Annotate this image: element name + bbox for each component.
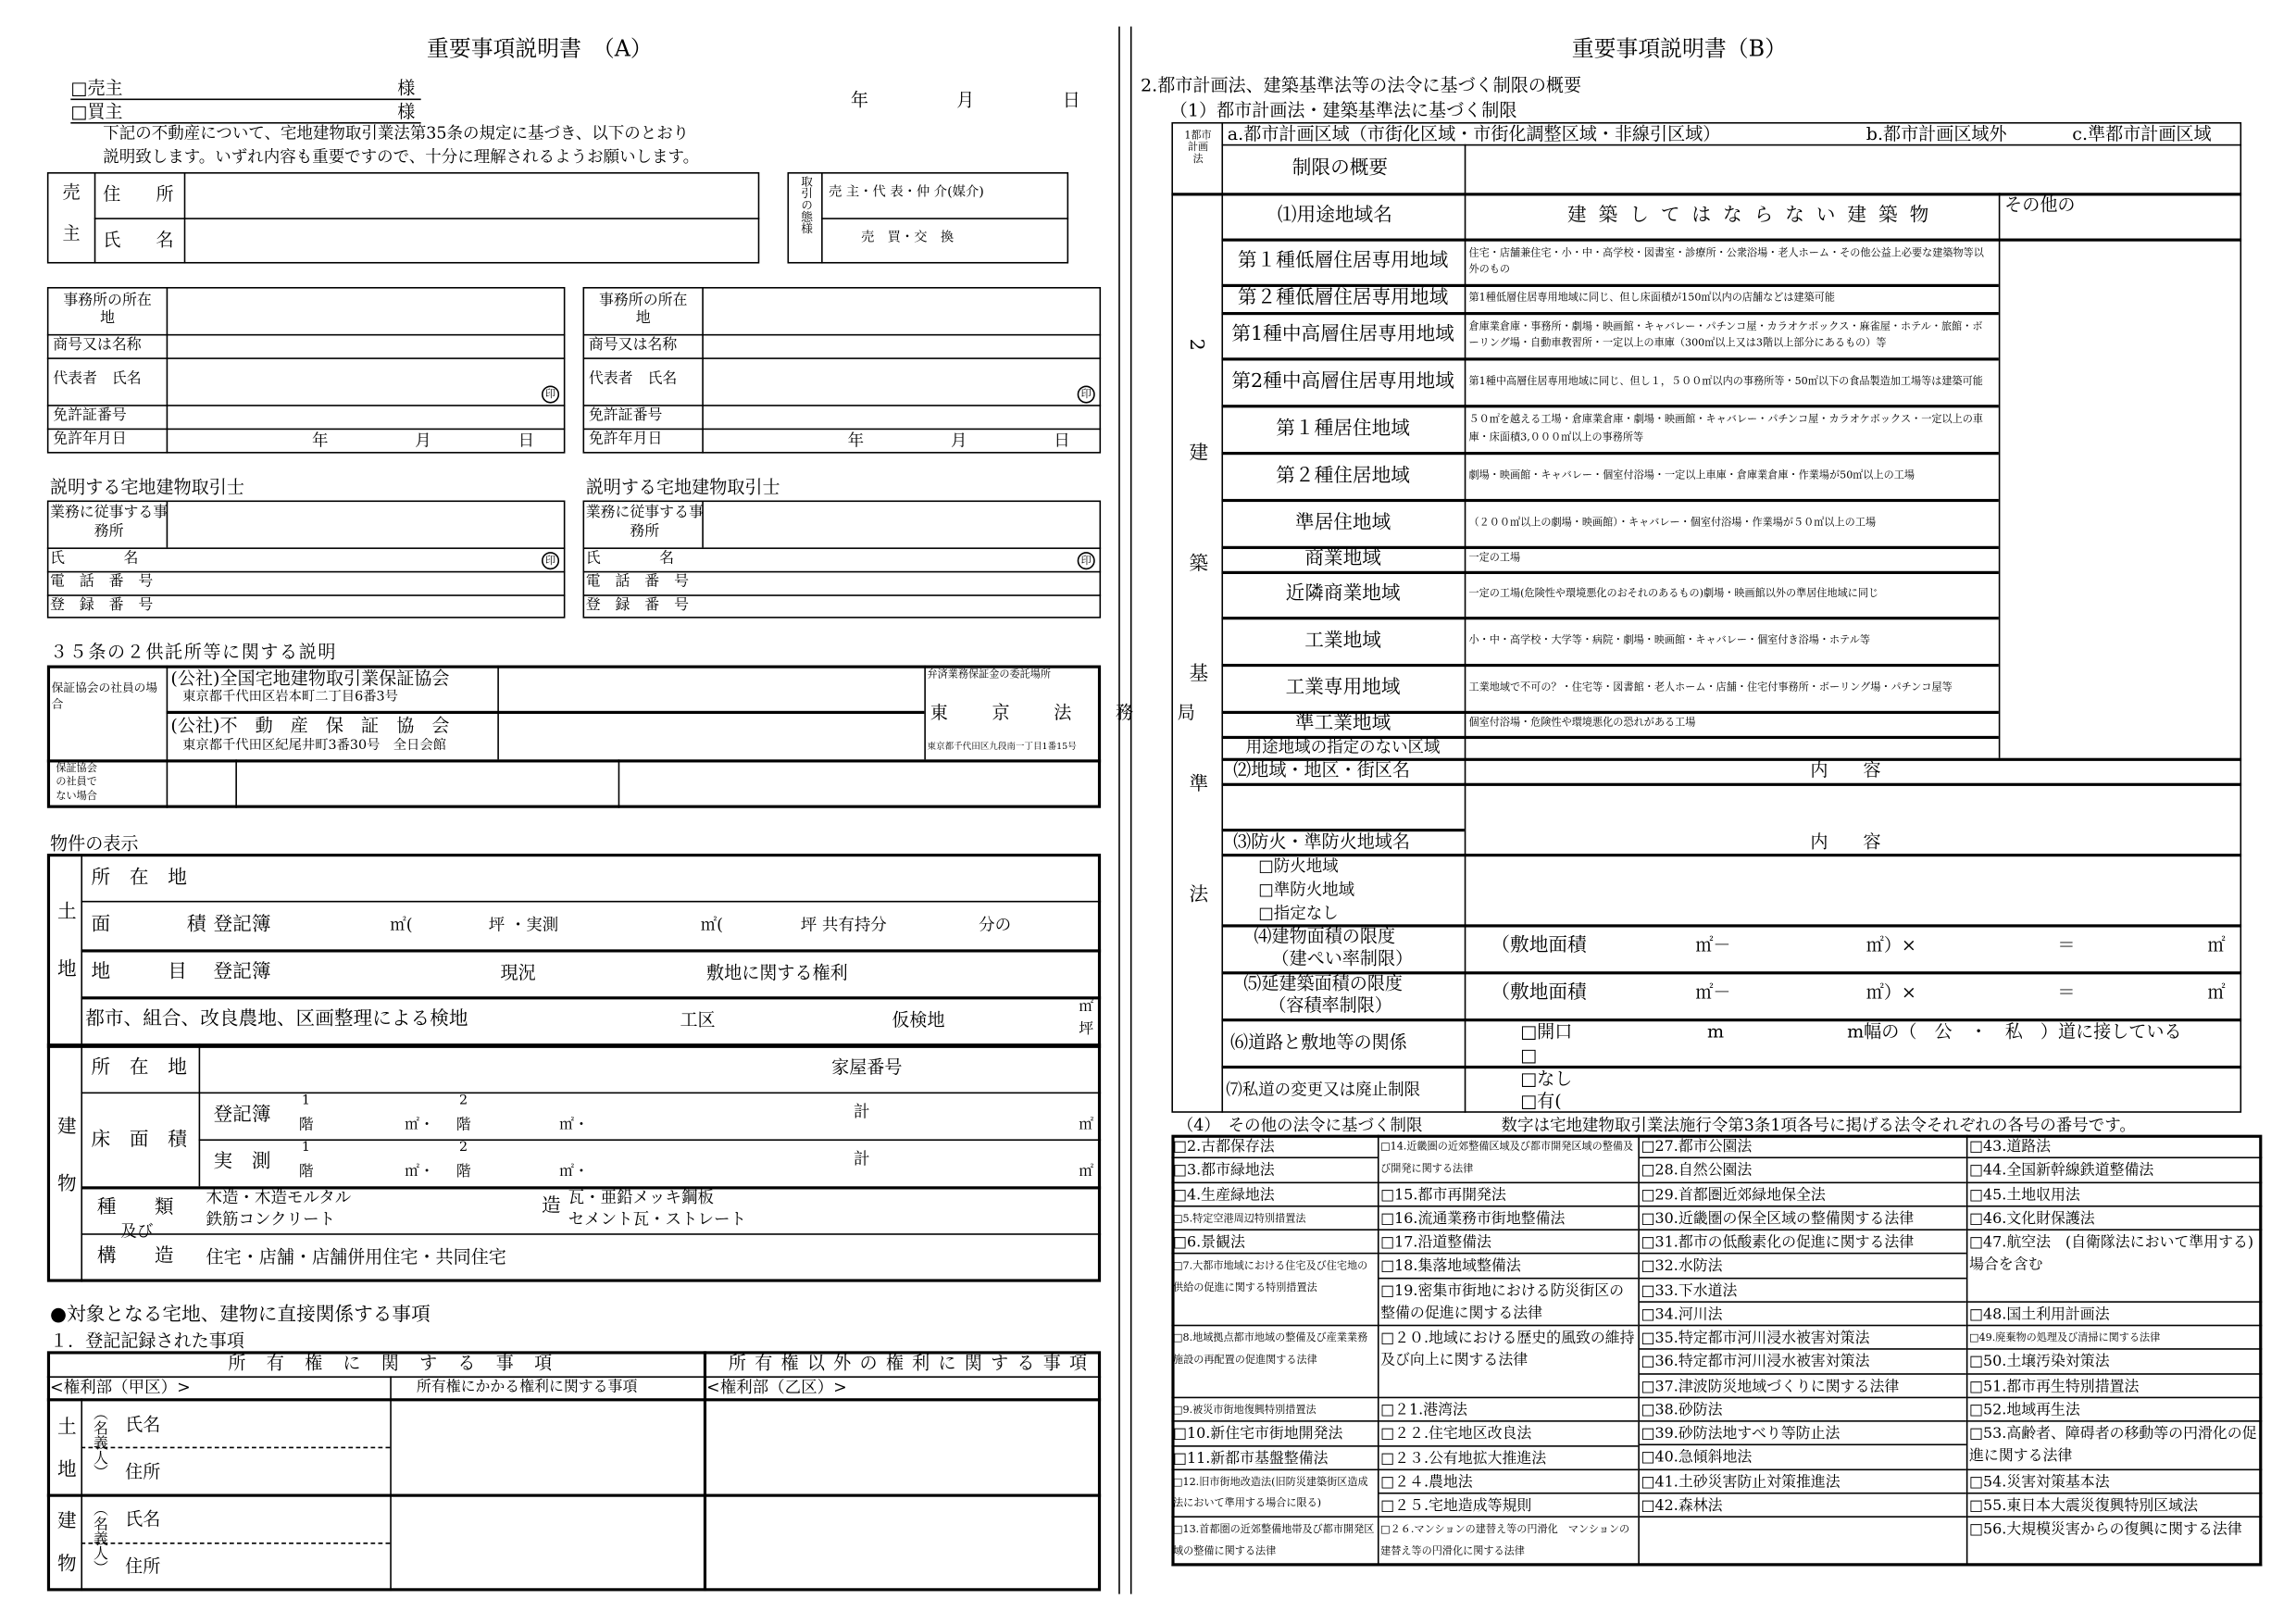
structure-option-2: 鉄筋コンクリート — [206, 1209, 336, 1230]
sqm-unit: ㎡ — [1079, 1117, 1094, 1134]
far-label: ⑸延建築面積の限度 — [1243, 972, 1404, 994]
registry-holder-label: （名義人） — [89, 1501, 106, 1575]
deposit-heading: ３５条の２供託所等に関する説明 — [50, 642, 338, 663]
prohibited-buildings-header: 建 築 し て は な ら な い 建 築 物 — [1567, 204, 1932, 227]
agent-field-label: 業務に従事する事務所 — [585, 505, 704, 540]
floor-1-number: 1 — [301, 1093, 311, 1109]
zone-name: 工業地域 — [1304, 629, 1381, 652]
assoc2-address: 東京都千代田区紀尾井町3番30号 全日会館 — [182, 739, 446, 754]
sqm-unit: ㎡・ — [559, 1117, 589, 1134]
mode-role-options[interactable]: 売 主・代 表・仲 介(媒介) — [829, 185, 984, 201]
land-category-label: 地 目 — [91, 961, 187, 983]
registry-holder-label: （名義人） — [89, 1405, 106, 1480]
law-checkbox-item[interactable]: □46.文化財保護法 — [1967, 1206, 2262, 1230]
law-checkbox-item[interactable]: □２４.農地法 — [1379, 1470, 1639, 1494]
intro-line-1: 下記の不動産について、宅地建物取引業法第35条の規定に基づき、以下のとおり — [103, 123, 690, 144]
district-content-header: 内 容 — [1810, 759, 1881, 781]
private-road-label: ⑺私道の変更又は廃止制限 — [1226, 1080, 1421, 1100]
sqm-unit: ㎡ — [1079, 1164, 1094, 1181]
sqm-unit: ㎡ — [2207, 981, 2226, 1003]
assoc1-name: (公社)全国宅地建物取引業保証協会 — [170, 668, 450, 689]
frontage-unit: m — [1707, 1021, 1725, 1043]
tsubo-unit: 坪 — [1079, 1021, 1094, 1038]
law-checkbox-item[interactable]: □32.水防法 — [1640, 1255, 1966, 1279]
law-checkbox-item[interactable]: □31.都市の低酸素化の促進に関する法律 — [1640, 1230, 1966, 1255]
registry-land-address: 住所 — [125, 1461, 161, 1482]
zone-name: 工業専用地域 — [1285, 676, 1401, 699]
law-checkbox-item[interactable]: □51.都市再生特別措置法 — [1967, 1374, 2262, 1398]
deposit-office-address: 東京都千代田区九段南一丁目1番15号 — [927, 742, 1077, 753]
mode-type-options[interactable]: 売 買・交 換 — [860, 231, 955, 246]
law-checkbox-item[interactable]: □29.首都圏近郊緑地保全法 — [1640, 1182, 1966, 1206]
office-field-label: 代表者 氏名 — [53, 370, 142, 388]
law-checkbox-item[interactable]: □50.土壌汚染対策法 — [1967, 1350, 2262, 1374]
law-checkbox-item[interactable]: □19.密集市街地における防災街区の整備の促進に関する法律 — [1379, 1279, 1639, 1327]
divider — [583, 357, 1102, 359]
registry-subheading: １．登記記録された事項 — [50, 1330, 244, 1352]
law-checkbox-item[interactable]: □２０.地域における歴史的風致の維持及び向上に関する法律 — [1379, 1327, 1639, 1399]
zone-prohibited-text: 一定の工場 — [1468, 552, 1521, 565]
law-checkbox-item[interactable]: □28.自然公園法 — [1640, 1159, 1966, 1183]
party-side-label: 売主 — [60, 182, 81, 266]
zone-name: 準居住地域 — [1294, 511, 1391, 534]
use-options: 住宅・店舗・店舗併用住宅・共同住宅 — [206, 1246, 506, 1268]
ownership-rights-header: 所有権にかかる権利に関する事項 — [416, 1379, 638, 1396]
law-checkbox-item[interactable]: □30.近畿圏の保全区域の整備関する法律 — [1640, 1206, 1966, 1230]
agent-field-label: 業務に従事する事務所 — [50, 505, 168, 540]
coverage-sublabel: （建ぺい率制限） — [1271, 947, 1414, 969]
license-date-d: 日 — [518, 431, 535, 451]
registry-land-label: 土地 — [53, 1416, 76, 1502]
zone-name: 近隣商業地域 — [1285, 582, 1401, 606]
office-field-label: 商号又は名称 — [53, 337, 142, 354]
other-rights-header: 所 有 権 以 外 の 権 利 に 関 す る 事 項 — [728, 1352, 1089, 1374]
divider — [583, 334, 1102, 336]
office-field-label: 免許年月日 — [588, 431, 663, 448]
law-checkbox-item[interactable]: □２３.公有地拡大推進法 — [1379, 1446, 1639, 1470]
divider — [583, 547, 1102, 549]
city-planning-label: 1都市計画法 — [1184, 129, 1212, 166]
other-laws-heading: （4） その他の法令に基づく制限 — [1177, 1115, 1423, 1135]
sqm-unit: ㎡ — [1079, 999, 1094, 1016]
building-label: 建物 — [53, 1115, 76, 1230]
equals: ＝ — [2057, 981, 2076, 1003]
sqm-unit: ㎡( — [390, 915, 413, 935]
law-checkbox-item[interactable]: □16.流通業務市街地整備法 — [1379, 1206, 1639, 1230]
zone-prohibited-text: 第1種中高層住居専用地域に同じ、但し１，５００㎡以内の事務所等・50㎡以下の食品製造加工場等は建築可能 — [1468, 375, 1983, 387]
zone-prohibited-text — [1469, 739, 1993, 756]
floor-2-number: 2 — [458, 1141, 468, 1156]
deposit-office-name: 東 京 法 務 局 — [930, 702, 1209, 723]
category-registry-label: 登記簿 — [213, 961, 271, 983]
law-checkbox-item[interactable]: □52.地域再生法 — [1967, 1398, 2262, 1422]
sqm-minus: ㎡－ — [1695, 934, 1731, 956]
sqm-minus: ㎡－ — [1695, 981, 1731, 1003]
land-registry-label: 登記簿 — [213, 914, 271, 937]
seller-checkbox[interactable]: □売主 — [70, 78, 123, 99]
law-checkbox-item[interactable]: □55.東日本大震災復興特別区域法 — [1967, 1494, 2262, 1518]
registry-heading: ●対象となる宅地、建物に直接関係する事項 — [50, 1304, 430, 1327]
section-b-header: <権利部（乙区）> — [706, 1377, 847, 1397]
zone-prohibited-text: 工業地域で不可の？・住宅等・図書館・老人ホーム・店舗・住宅付事務所・ボーリング場・パチンコ屋等 — [1468, 681, 1953, 693]
registry-building-label: 建物 — [53, 1510, 76, 1596]
area-type-b[interactable]: b.都市計画区域外 — [1866, 123, 2007, 144]
divider — [583, 429, 1102, 431]
law-checkbox-item[interactable]: □36.特定都市河川浸水被害対策法 — [1640, 1350, 1966, 1374]
zone-prohibited-text: ５０㎡を越える工場・倉庫業倉庫・劇場・映画館・キャバレー・パチンコ屋・カラオケボックス・一定以上の車庫・床面積3,０００㎡以上の事務所等 — [1468, 414, 1984, 443]
zone-prohibited-text: 劇場・映画館・キャバレー・個室付浴場・一定以上車庫・倉庫業倉庫・作業場が50㎡以上の工場 — [1468, 468, 1915, 481]
sqm-times: ㎡）× — [1866, 981, 1916, 1003]
house-number-label: 家屋番号 — [831, 1056, 903, 1078]
zone-name: 用途地域の指定のない区域 — [1245, 737, 1441, 757]
divider — [47, 571, 566, 573]
total-label: 計 — [854, 1149, 870, 1169]
intro-line-2: 説明致します。いずれ内容も重要ですので、十分に理解されるようお願いします。 — [103, 146, 700, 167]
law-checkbox-item[interactable]: □２1.港湾法 — [1379, 1398, 1639, 1422]
law-checkbox-item[interactable]: □40.急傾斜地法 — [1640, 1446, 1966, 1470]
zone-name: 第１種低層住居専用地域 — [1237, 250, 1449, 273]
divider — [47, 547, 566, 549]
agent-field-label: 登 録 番 号 — [585, 597, 689, 614]
divider — [47, 357, 566, 359]
law-column — [1171, 1135, 1378, 1567]
law-checkbox-item[interactable]: □33.下水道法 — [1640, 1279, 1966, 1303]
law-checkbox-item[interactable]: □48.国土利用計画法 — [1967, 1303, 2262, 1327]
floor-1-label: 階 — [298, 1164, 314, 1181]
floor-measured-label: 実 測 — [213, 1151, 271, 1173]
agent-field-label: 登 録 番 号 — [50, 597, 154, 614]
site-area-label: （敷地面積 — [1491, 981, 1587, 1005]
seal-icon: 印 — [542, 386, 559, 404]
sqm-times: ㎡）× — [1866, 934, 1916, 956]
divider — [583, 594, 1102, 596]
zone-prohibited-text: 個室付浴場・危険性や環境悪化の恐れがある工場 — [1468, 717, 1696, 730]
section-1-subheading: （1）都市計画法・建築基準法に基づく制限 — [1169, 100, 1517, 121]
no-designation-checkbox[interactable]: □指定なし — [1258, 904, 1339, 923]
divider — [47, 429, 566, 431]
roof-option-1: 瓦・亜鉛メッキ鋼板 — [568, 1187, 715, 1207]
law-checkbox-item[interactable]: □２５.宅地造成等規則 — [1379, 1494, 1639, 1518]
agent-field-label: 電 話 番 号 — [585, 573, 689, 591]
office-field-label: 商号又は名称 — [588, 337, 678, 354]
other-header: その他の — [2004, 194, 2076, 216]
divider — [583, 571, 1102, 573]
license-date-d: 日 — [1054, 431, 1070, 451]
land-location-label: 所 在 地 — [91, 867, 187, 890]
law-checkbox-item[interactable]: □4.生産緑地法 — [1171, 1182, 1378, 1206]
coverage-label: ⑷建物面積の限度 — [1254, 925, 1396, 947]
seal-icon: 印 — [1078, 552, 1095, 569]
floor-1-number: 1 — [301, 1141, 311, 1156]
law-column — [1638, 1135, 1966, 1567]
agent-heading: 説明する宅地建物取引士 — [585, 477, 780, 498]
zone-prohibited-text: 倉庫業倉庫・事務所・劇場・映画館・キャバレー・パチンコ屋・カラオケボックス・麻雀屋・ホテル・旅館・ボーリング場・自動車教習所・一定以上の車庫（300㎡以上又は3階以上部分にあるもの）等 — [1468, 320, 1983, 349]
date-day: 日 — [1062, 89, 1080, 111]
law-checkbox-item[interactable]: □2.古都保存法 — [1171, 1135, 1378, 1159]
law-checkbox-item[interactable]: □9.被災市街地復興特別措置法 — [1171, 1398, 1378, 1422]
frontage-checkbox[interactable]: □開口 — [1520, 1021, 1573, 1043]
law-checkbox-item[interactable]: □47.航空法 (自衛隊法において準用する)場合を含む — [1967, 1230, 2262, 1303]
law-checkbox-item[interactable]: □34.河川法 — [1640, 1303, 1966, 1327]
building-location-label: 所 在 地 — [91, 1056, 187, 1080]
type-label: 種 類 — [96, 1196, 174, 1219]
property-heading: 物件の表示 — [50, 832, 139, 855]
zone-prohibited-text: （２００㎡以上の劇場・映画館）・キャバレー・個室付浴場・作業場が５０㎡以上の工場 — [1468, 516, 1877, 529]
law-checkbox-item[interactable]: □37.津波防災地域づくりに関する法律 — [1640, 1374, 1966, 1398]
zone-name: 商業地域 — [1304, 547, 1381, 570]
transaction-mode-label: 取引の態様 — [800, 175, 814, 234]
fire-zone-checkbox[interactable]: □防火地域 — [1258, 856, 1339, 876]
assoc2-name: (公社)不 動 産 保 証 協 会 — [170, 715, 450, 736]
floor-2-number: 2 — [458, 1093, 468, 1109]
sqm-unit: ㎡( — [700, 915, 724, 935]
agent-field-label: 氏 名 — [50, 550, 139, 568]
zone-prohibited-text: 一定の工場(危険性や環境悪化のおそれのあるもの)劇場・映画館以外の準居住地域に同じ — [1468, 587, 1879, 600]
law-checkbox-item[interactable]: □44.全国新幹線鉄道整備法 — [1967, 1159, 2262, 1183]
law-checkbox-item[interactable]: □7.大都市地域における住宅及び住宅地の供給の促進に関する特別措置法 — [1171, 1255, 1378, 1327]
license-date-y: 年 — [847, 431, 865, 451]
sqm-unit: ㎡・ — [405, 1117, 434, 1134]
office-field-label: 免許証番号 — [588, 407, 663, 424]
law-column — [1378, 1135, 1638, 1567]
law-empty-cell — [1640, 1518, 1966, 1566]
zone-name: 第2種中高層住居専用地域 — [1231, 369, 1454, 393]
buyer-checkbox[interactable]: □買主 — [70, 101, 123, 122]
page-b-title: 重要事項説明書（B） — [1571, 35, 1787, 62]
law-checkbox-item[interactable]: □43.道路法 — [1967, 1135, 2262, 1159]
building-standards-label: 2建築基準法 — [1184, 338, 1207, 994]
agent-field-label: 氏 名 — [585, 550, 675, 568]
zone-name: 第２種住居地域 — [1276, 464, 1410, 487]
law-checkbox-item[interactable]: □6.景観法 — [1171, 1230, 1378, 1255]
party-address-label: 住 所 — [103, 183, 174, 205]
law-checkbox-item[interactable]: □35.特定都市河川浸水被害対策法 — [1640, 1327, 1966, 1351]
page-divider — [1118, 27, 1120, 1594]
sqm-unit: ㎡・ — [559, 1164, 589, 1181]
law-checkbox-item[interactable]: □49.廃棄物の処理及び清掃に関する法律 — [1967, 1327, 2262, 1351]
law-checkbox-item[interactable]: □18.集落地域整備法 — [1379, 1255, 1639, 1279]
fire-content-header: 内 容 — [1810, 831, 1881, 853]
law-checkbox-item[interactable]: □53.高齢者、障碍者の移動等の円滑化の促進に関する法律 — [1967, 1422, 2262, 1470]
law-checkbox-item[interactable]: □17.沿道整備法 — [1379, 1230, 1639, 1255]
far-sublabel: （容積率制限） — [1268, 994, 1392, 1016]
law-checkbox-item[interactable]: □41.土砂災害防止対策推進法 — [1640, 1470, 1966, 1494]
agent-field-label: 電 話 番 号 — [50, 573, 154, 591]
law-checkbox-item[interactable]: □3.都市緑地法 — [1171, 1159, 1378, 1183]
floor-registry-label: 登記簿 — [213, 1104, 271, 1127]
law-checkbox-item[interactable]: □11.新都市基盤整備法 — [1171, 1446, 1378, 1470]
seller-sama: 様 — [397, 78, 416, 99]
license-date-m: 月 — [950, 431, 967, 451]
divider — [47, 594, 566, 596]
land-area-label: 面 積 — [91, 914, 206, 937]
site-right-label: 敷地に関する権利 — [706, 962, 848, 983]
law-checkbox-item[interactable]: □２２.住宅地区改良法 — [1379, 1422, 1639, 1446]
registry-building-name: 氏名 — [125, 1508, 161, 1530]
divider — [47, 405, 566, 406]
section-2-heading: 2.都市計画法、建築基準法等の法令に基づく制限の概要 — [1141, 75, 1582, 96]
zone-name: 第1種中高層住居専用地域 — [1231, 323, 1454, 346]
fire-zone-header: ⑶防火・準防火地域名 — [1233, 831, 1410, 853]
and-label: 及び — [120, 1221, 154, 1242]
seal-icon: 印 — [1078, 386, 1095, 404]
office-field-label: 代表者 氏名 — [588, 370, 678, 388]
zo-label: 造 — [542, 1194, 561, 1218]
page-divider — [1130, 27, 1132, 1594]
equals: ＝ — [2057, 934, 2076, 956]
law-checkbox-item[interactable]: □54.災害対策基本法 — [1967, 1470, 2262, 1494]
page-a-title: 重要事項説明書 （A） — [427, 35, 653, 62]
license-date-m: 月 — [415, 431, 431, 451]
area-type-c[interactable]: c.準都市計画区域 — [2072, 123, 2212, 144]
road-other-checkbox[interactable]: □ — [1520, 1044, 1538, 1066]
sqm-unit: ㎡・ — [405, 1164, 434, 1181]
date-month: 月 — [956, 89, 975, 111]
total-label: 計 — [854, 1102, 870, 1122]
roof-option-2: セメント瓦・ストレート — [568, 1209, 746, 1230]
office-field-label: 事務所の所在地 — [599, 293, 688, 327]
share-label: 坪 共有持分 — [800, 915, 887, 935]
party-name-label: 氏 名 — [103, 229, 174, 251]
buyer-sama: 様 — [397, 101, 416, 122]
registry-land-name: 氏名 — [125, 1414, 161, 1435]
fraction-label: 分の — [979, 915, 1012, 935]
zone-name: 第１種居住地域 — [1276, 417, 1410, 440]
law-checkbox-item[interactable]: □56.大規模災害からの復興に関する法律 — [1967, 1518, 2262, 1566]
zone-name-header: ⑴用途地域名 — [1277, 204, 1392, 227]
law-checkbox-item[interactable]: □14.近畿圏の近郊整備区域及び都市開発区域の整備及び開発に関する法律 — [1379, 1135, 1639, 1183]
date-year: 年 — [850, 89, 868, 111]
floor-1-label: 階 — [298, 1117, 314, 1134]
law-checkbox-item[interactable]: □２６.マンションの建替え等の円滑化 マンションの建替え等の円滑化に関する法律 — [1379, 1518, 1639, 1566]
law-checkbox-item[interactable]: □27.都市公園法 — [1640, 1135, 1966, 1159]
quasi-fire-zone-checkbox[interactable]: □準防火地域 — [1258, 880, 1355, 900]
office-field-label: 免許年月日 — [53, 431, 127, 448]
law-checkbox-item[interactable]: □8.地域拠点都市地域の整備及び産業業務施設の再配置の促進関する法律 — [1171, 1327, 1378, 1399]
deposit-office-label: 弁済業務保証金の委託場所 — [927, 668, 1052, 681]
other-laws-note: 数字は宅地建物取引業法施行令第3条1項各号に掲げる法令それぞれの各号の番号です。 — [1501, 1115, 2136, 1135]
current-use-label: 現況 — [500, 962, 536, 983]
district-header: ⑵地域・地区・街区名 — [1233, 759, 1410, 781]
law-checkbox-item[interactable]: □42.森林法 — [1640, 1494, 1966, 1518]
seal-icon: 印 — [542, 552, 559, 569]
zone-prohibited-text: 住宅・店舗兼住宅・小・中・高学校・図書室・診療所・公衆浴場・老人ホーム・その他公益上必要な建築物等以外のもの — [1468, 246, 1984, 276]
zone-prohibited-text: 第1種低層住居専用地域に同じ、但し床面積が150㎡以内の店舗などは建築可能 — [1468, 292, 1836, 305]
law-checkbox-item[interactable]: □38.砂防法 — [1640, 1398, 1966, 1422]
office-field-label: 免許証番号 — [53, 407, 127, 424]
license-date-y: 年 — [312, 431, 329, 451]
restriction-overview-label: 制限の概要 — [1292, 157, 1389, 180]
structure-option-1: 木造・木造モルタル — [206, 1187, 352, 1207]
private-road-yes-checkbox[interactable]: □有( — [1520, 1090, 1562, 1112]
agent-heading: 説明する宅地建物取引士 — [50, 477, 244, 498]
law-checkbox-item[interactable]: □15.都市再開発法 — [1379, 1182, 1639, 1206]
road-relation-label: ⑹道路と敷地等の関係 — [1229, 1031, 1407, 1053]
floor-2-label: 階 — [455, 1117, 471, 1134]
nonmember-case-label: 保証協会の社員でない場合 — [56, 762, 97, 803]
replotting-label: 都市、組合、改良農地、区画整理による検地 — [85, 1007, 468, 1031]
law-column — [1966, 1135, 2263, 1567]
area-type-a[interactable]: a.都市計画区域（市街化区域・市街化調整区域・非線引区域） — [1227, 123, 1721, 144]
private-road-none-checkbox[interactable]: □なし — [1520, 1068, 1573, 1090]
law-checkbox-item[interactable]: □45.土地収用法 — [1967, 1182, 2262, 1206]
law-checkbox-item[interactable]: □13.首都圏の近郊整備地帯及び都市開発区域の整備に関する法律 — [1171, 1518, 1378, 1567]
ward-label: 工区 — [680, 1009, 716, 1031]
section-a-header: <権利部（甲区）> — [50, 1377, 191, 1397]
road-width-label: m幅の（ 公 ・ 私 ）道に接している — [1847, 1021, 2182, 1043]
law-checkbox-item[interactable]: □5.特定空港周辺特別措置法 — [1171, 1206, 1378, 1230]
zone-prohibited-text: 小・中・高学校・大学等・病院・劇場・映画館・キャバレー・個室付き浴場・ホテル等 — [1468, 634, 1870, 646]
assoc1-address: 東京都千代田区岩本町二丁目6番3号 — [182, 690, 398, 706]
member-case-label: 保証協会の社員の場合 — [51, 681, 158, 712]
zone-name: 準工業地域 — [1294, 712, 1391, 735]
structure-label: 構 造 — [96, 1244, 174, 1268]
land-label: 土地 — [53, 900, 76, 1016]
site-area-label: （敷地面積 — [1491, 934, 1587, 957]
law-checkbox-item[interactable]: □39.砂防法地すべり等防止法 — [1640, 1422, 1966, 1446]
registry-building-address: 住所 — [125, 1555, 161, 1577]
law-checkbox-item[interactable]: □10.新住宅市街地開発法 — [1171, 1422, 1378, 1446]
tsubo-actual-label: 坪 ・実測 — [488, 915, 559, 935]
divider — [47, 334, 566, 336]
ownership-header: 所 有 権 に 関 す る 事 項 — [228, 1352, 554, 1374]
office-field-label: 事務所の所在地 — [63, 293, 152, 327]
divider — [583, 405, 1102, 406]
temp-replot-label: 仮検地 — [892, 1009, 945, 1031]
sqm-unit: ㎡ — [2207, 934, 2226, 956]
zone-name: 第２種低層住居専用地域 — [1237, 286, 1449, 309]
floor-area-label: 床 面 積 — [91, 1129, 187, 1152]
law-checkbox-item[interactable]: □12.旧市街地改造法(旧防災建築街区造成法において準用する場合に限る) — [1171, 1470, 1378, 1518]
floor-2-label: 階 — [455, 1164, 471, 1181]
